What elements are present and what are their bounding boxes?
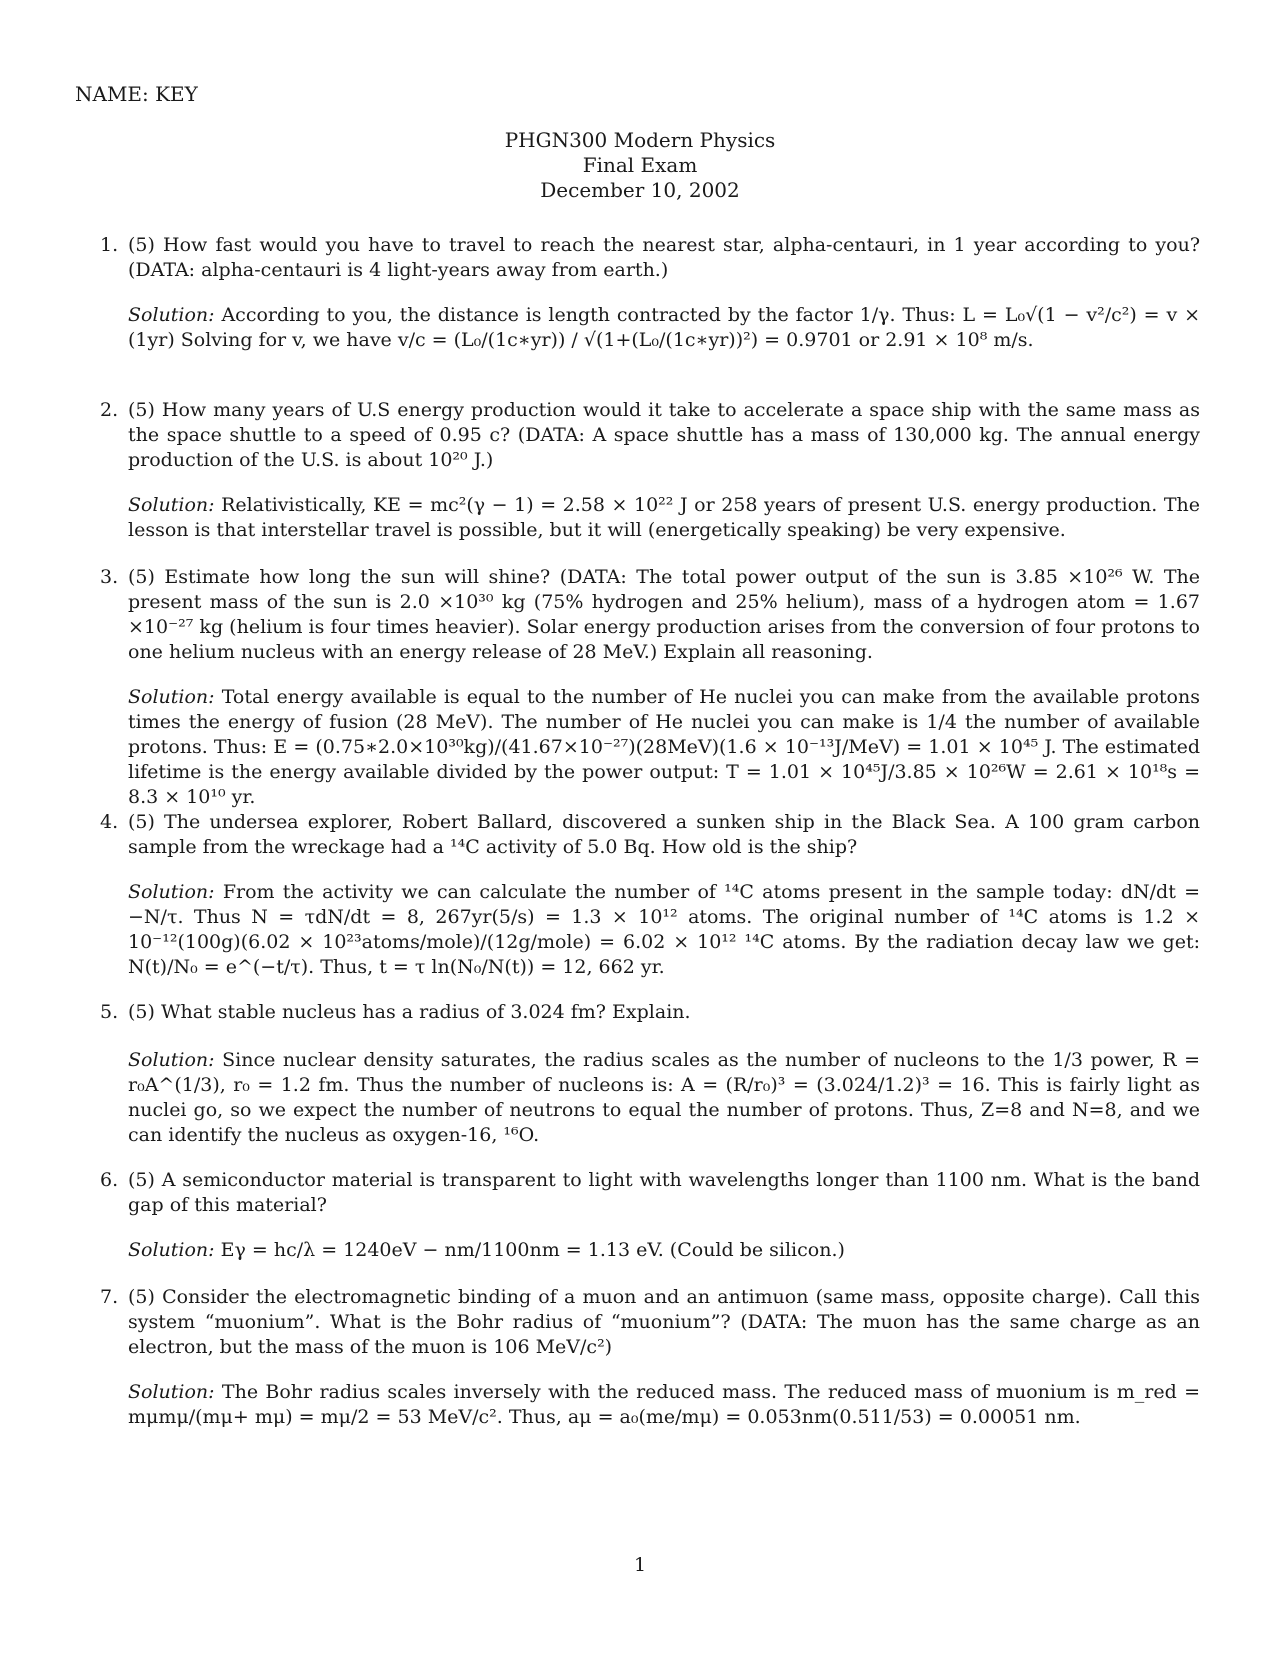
solution-text: Eγ = hc/λ = 1240eV − nm/1100nm = 1.13 eV. (Could be silicon.) bbox=[220, 1239, 845, 1261]
question-text: (5) A semiconductor material is transparent to light with wavelengths longer than 1100 nm. What is the band gap of this material? bbox=[128, 1169, 1200, 1216]
solution-label: Solution: bbox=[128, 686, 215, 708]
exam-header bbox=[0, 128, 1280, 203]
exam-date: December 10, 2002 bbox=[540, 178, 740, 202]
solution-5 bbox=[128, 1048, 1200, 1148]
question-number: 6. bbox=[100, 1169, 119, 1191]
solution-2 bbox=[128, 493, 1200, 543]
exam-title: Final Exam bbox=[582, 153, 698, 177]
question-text: (5) How many years of U.S energy production would it take to accelerate a space ship with the same mass as the space shuttle to a speed of 0.95 c? (DATA: A space shuttle has a mass of 130,000 kg. The annual energy production of the U.S. is about 10²⁰ J.) bbox=[128, 399, 1200, 471]
question-1 bbox=[100, 233, 1200, 283]
solution-text: From the activity we can calculate the number of ¹⁴C atoms present in the sample today: dN/dt = −N/τ. Thus N = τdN/dt = 8, 267yr(5/s) = 1.3 × 10¹² atoms. The original number of ¹⁴C atoms is 1.2 × 10⁻¹²(100g)(6.02 × 10²³atoms/mole)/(12g/mole) = 6.02 × 10¹² ¹⁴C atoms. By the radiation decay law we get: N(t)/N₀ = e^(−t/τ). Thus, t = τ ln(N₀/N(t)) = 12, 662 yr. bbox=[128, 881, 1200, 978]
name-line: NAME: KEY bbox=[75, 82, 198, 106]
solution-6 bbox=[128, 1238, 1200, 1263]
question-7 bbox=[100, 1285, 1200, 1360]
solution-label: Solution: bbox=[128, 494, 215, 516]
question-number: 2. bbox=[100, 399, 119, 421]
question-text: (5) What stable nucleus has a radius of 3.024 fm? Explain. bbox=[128, 1001, 691, 1023]
solution-1 bbox=[128, 303, 1200, 353]
question-number: 1. bbox=[100, 234, 119, 256]
question-number: 3. bbox=[100, 566, 119, 588]
solution-label: Solution: bbox=[128, 881, 215, 903]
solution-text: Relativistically, KE = mc²(γ − 1) = 2.58 × 10²² J or 258 years of present U.S. energy production. The lesson is that interstellar travel is possible, but it will (energetically speaking) be very expensive. bbox=[128, 494, 1200, 541]
question-number: 7. bbox=[100, 1286, 119, 1308]
solution-text: Total energy available is equal to the number of He nuclei you can make from the available protons times the energy of fusion (28 MeV). The number of He nuclei you can make is 1/4 the number of available protons. Thus: E = (0.75∗2.0×10³⁰kg)/(41.67×10⁻²⁷)(28MeV)(1.6 × 10⁻¹³J/MeV) = 1.01 × 10⁴⁵ J. The estimated lifetime is the energy available divided by the power output: T = 1.01 × 10⁴⁵J/3.85 × 10²⁶W = 2.61 × 10¹⁸s = 8.3 × 10¹⁰ yr. bbox=[128, 686, 1200, 808]
solution-3 bbox=[128, 685, 1200, 810]
question-text: (5) Consider the electromagnetic binding of a muon and an antimuon (same mass, opposite charge). Call this system “muonium”. What is the Bohr radius of “muonium”? (DATA: The muon has the same charge as an electron, but the mass of the muon is 106 MeV/c²) bbox=[128, 1286, 1200, 1358]
course-title: PHGN300 Modern Physics bbox=[504, 128, 776, 152]
question-text: (5) How fast would you have to travel to reach the nearest star, alpha-centauri, in 1 year according to you? (DATA: alpha-centauri is 4 light-years away from earth.) bbox=[128, 234, 1200, 281]
question-4 bbox=[100, 810, 1200, 860]
solution-label: Solution: bbox=[128, 304, 215, 326]
question-3 bbox=[100, 565, 1200, 665]
question-number: 4. bbox=[100, 811, 119, 833]
solution-label: Solution: bbox=[128, 1239, 215, 1261]
question-text: (5) Estimate how long the sun will shine? (DATA: The total power output of the sun is 3.85 ×10²⁶ W. The present mass of the sun is 2.0 ×10³⁰ kg (75% hydrogen and 25% helium), mass of a hydrogen atom = 1.67 ×10⁻²⁷ kg (helium is four times heavier). Solar energy production arises from the conversion of four protons to one helium nucleus with an energy release of 28 MeV.) Explain all reasoning. bbox=[128, 566, 1200, 663]
question-number: 5. bbox=[100, 1001, 119, 1023]
solution-4 bbox=[128, 880, 1200, 980]
question-6 bbox=[100, 1168, 1200, 1218]
question-text: (5) The undersea explorer, Robert Ballard, discovered a sunken ship in the Black Sea. A 100 gram carbon sample from the wreckage had a ¹⁴C activity of 5.0 Bq. How old is the ship? bbox=[128, 811, 1200, 858]
solution-label: Solution: bbox=[128, 1049, 215, 1071]
solution-label: Solution: bbox=[128, 1381, 215, 1403]
page-number: 1 bbox=[633, 1554, 647, 1576]
solution-text: The Bohr radius scales inversely with the reduced mass. The reduced mass of muonium is m_red = mμmμ/(mμ+ mμ) = mμ/2 = 53 MeV/c². Thus, aμ = a₀(me/mμ) = 0.053nm(0.511/53) = 0.00051 nm. bbox=[128, 1381, 1200, 1428]
question-5 bbox=[100, 1000, 1200, 1025]
solution-text: Since nuclear density saturates, the radius scales as the number of nucleons to the 1/3 power, R = r₀A^(1/3), r₀ = 1.2 fm. Thus the number of nucleons is: A = (R/r₀)³ = (3.024/1.2)³ = 16. This is fairly light as nuclei go, so we expect the number of neutrons to equal the number of protons. Thus, Z=8 and N=8, and we can identify the nucleus as oxygen-16, ¹⁶O. bbox=[128, 1049, 1200, 1146]
solution-7 bbox=[128, 1380, 1200, 1430]
solution-text: According to you, the distance is length contracted by the factor 1/γ. Thus: L = L₀√(1 − v²/c²) = v × (1yr) Solving for v, we have v/c = (L₀/(1c∗yr)) / √(1+(L₀/(1c∗yr))²) = 0.9701 or 2.91 × 10⁸ m/s. bbox=[128, 304, 1200, 351]
question-2 bbox=[100, 398, 1200, 473]
